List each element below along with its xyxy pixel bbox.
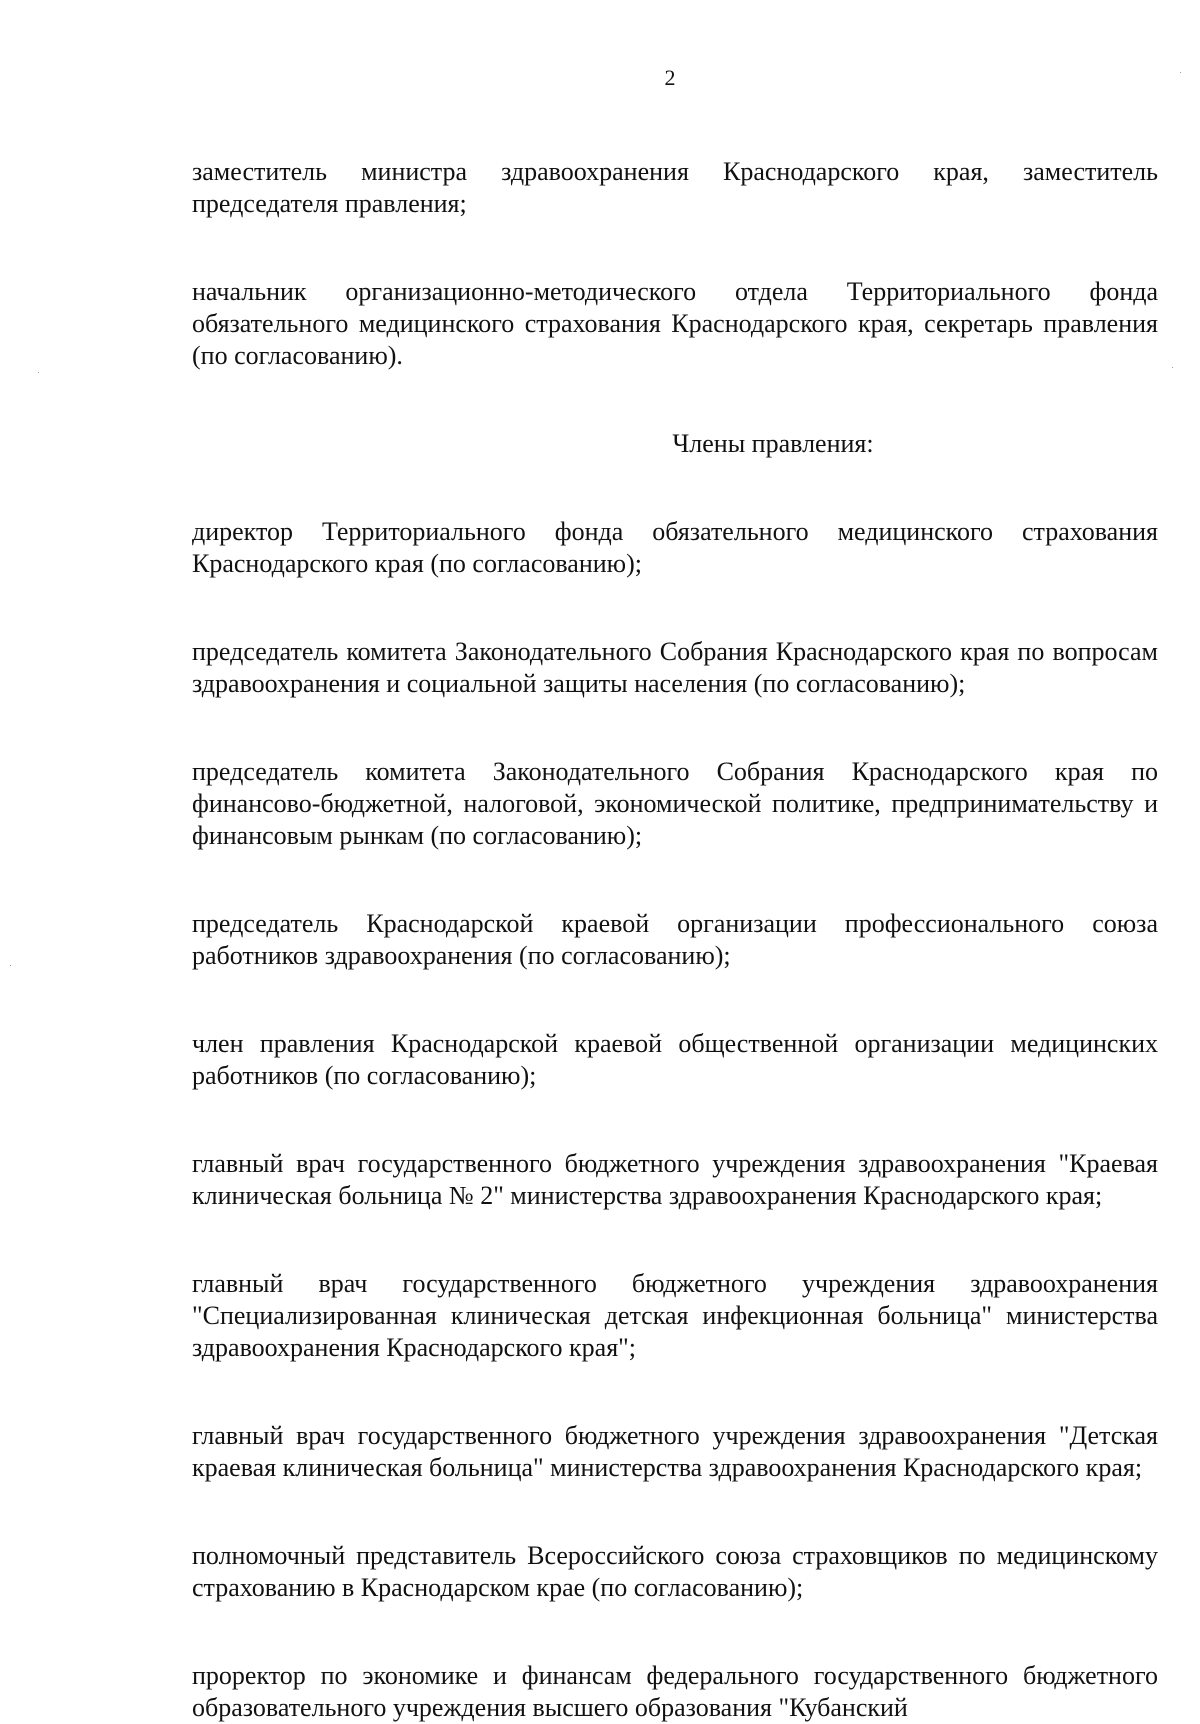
member-item: член правления Краснодарской краевой общественной организации медицинских работников (по согласованию); bbox=[192, 1029, 1158, 1090]
scan-speck bbox=[38, 372, 39, 373]
page-number: 2 bbox=[664, 65, 676, 90]
paragraph-deputy-minister: заместитель министра здравоохранения Краснодарского края, заместитель председателя правления; bbox=[192, 157, 1158, 218]
scan-speck bbox=[1180, 72, 1181, 73]
document-body bbox=[192, 156, 1158, 1724]
scan-speck bbox=[10, 965, 11, 966]
member-item: полномочный представитель Всероссийского союза страховщиков по медицинскому страхованию в Краснодарском крае (по согласованию); bbox=[192, 1541, 1158, 1602]
member-item: главный врач государственного бюджетного учреждения здравоохранения "Специализированная клиническая детская инфекционная больница" министерства здравоохранения Краснодарского края"; bbox=[192, 1269, 1158, 1362]
paragraph-secretary: начальник организационно-методического отдела Территориального фонда обязательного медицинского страхования Краснодарского края, секретарь правления (по согласованию). bbox=[192, 277, 1158, 370]
member-item: главный врач государственного бюджетного учреждения здравоохранения "Детская краевая клиническая больница" министерства здравоохранения Краснодарского края; bbox=[192, 1421, 1158, 1482]
member-item: председатель Краснодарской краевой организации профессионального союза работников здравоохранения (по согласованию); bbox=[192, 909, 1158, 970]
member-item: главный врач государственного бюджетного учреждения здравоохранения "Краевая клиническая больница № 2" министерства здравоохранения Краснодарского края; bbox=[192, 1149, 1158, 1210]
member-item: проректор по экономике и финансам федерального государственного бюджетного образовательного учреждения высшего образования "Кубанский bbox=[192, 1661, 1158, 1722]
members-heading: Члены правления: bbox=[672, 429, 874, 458]
member-item: директор Территориального фонда обязательного медицинского страхования Краснодарского края (по согласованию); bbox=[192, 517, 1158, 578]
member-item: председатель комитета Законодательного Собрания Краснодарского края по финансово-бюджетной, налоговой, экономической политике, предпринимательству и финансовым рынкам (по согласованию); bbox=[192, 757, 1158, 850]
scan-speck bbox=[1172, 367, 1173, 368]
member-item: председатель комитета Законодательного Собрания Краснодарского края по вопросам здравоохранения и социальной защиты населения (по согласованию); bbox=[192, 637, 1158, 698]
